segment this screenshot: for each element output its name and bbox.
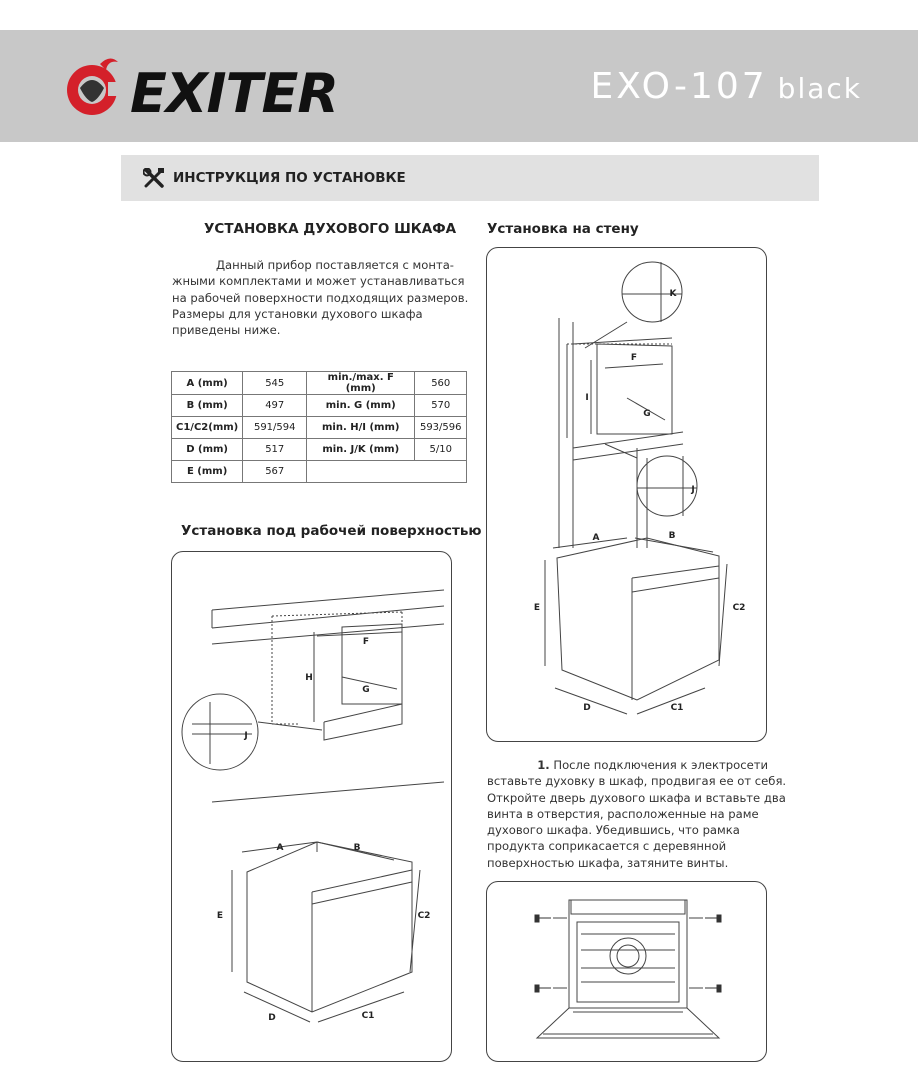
table-key: E (mm) — [172, 461, 243, 483]
screws-drawing — [487, 882, 766, 1061]
intro-line: Данный прибор поставляется с монта- — [215, 258, 454, 272]
table-value: 570 — [415, 395, 467, 417]
dim-label-h: H — [305, 673, 313, 683]
dim-label-i: I — [585, 393, 589, 403]
table-value: 560 — [415, 372, 467, 395]
step-line: духового шкафа. Убедившись, что рамка — [487, 823, 740, 838]
step-line — [487, 757, 768, 773]
dim-label-c2-wall: C2 — [732, 603, 746, 613]
tools-icon — [143, 168, 165, 188]
table-key: min. J/K (mm) — [307, 439, 415, 461]
table-key: A (mm) — [172, 372, 243, 395]
flame-logo-icon — [67, 58, 120, 115]
table-row — [172, 439, 467, 461]
step-paragraph — [487, 757, 787, 871]
dimensions-table — [171, 371, 467, 483]
model-name — [591, 66, 862, 107]
dim-label-f-wall: F — [630, 353, 638, 363]
intro-line: на рабочей поверхности подходящих размеров. — [172, 290, 469, 305]
undercounter-diagram — [171, 551, 452, 1062]
table-empty-cell — [307, 461, 467, 483]
table-key: C1/C2(mm) — [172, 417, 243, 439]
dim-label-c2: C2 — [417, 911, 431, 921]
section-title-bar — [121, 155, 819, 201]
section-title: ИНСТРУКЦИЯ ПО УСТАНОВКЕ — [173, 170, 406, 186]
dim-label-c1-wall: C1 — [670, 703, 684, 713]
exiter-logo — [58, 52, 388, 122]
screw-icon — [535, 915, 721, 992]
svg-text:EXITER: EXITER — [130, 62, 338, 122]
table-value: 591/594 — [243, 417, 307, 439]
table-key: min. G (mm) — [307, 395, 415, 417]
undercounter-heading: Установка под рабочей поверхностью — [181, 523, 482, 539]
table-row — [172, 461, 467, 483]
step-line: Откройте дверь духового шкафа и вставьте два — [487, 790, 786, 805]
dim-label-b-wall: B — [668, 531, 676, 541]
dim-label-j-wall: J — [691, 485, 695, 495]
dim-label-g-wall: G — [643, 409, 651, 419]
step-line: вставьте духовку в шкаф, продвигая ее от себя. — [487, 774, 787, 789]
dim-label-g: G — [362, 685, 370, 695]
table-key: B (mm) — [172, 395, 243, 417]
wall-diagram — [486, 247, 767, 742]
screws-diagram — [486, 881, 767, 1062]
table-key: D (mm) — [172, 439, 243, 461]
table-value: 593/596 — [415, 417, 467, 439]
wall-install-heading: Установка на стену — [487, 221, 639, 237]
step-line-text: После подключения к электросети — [549, 758, 768, 772]
intro-line: Размеры для установки духового шкафа — [172, 306, 423, 321]
table-row — [172, 417, 467, 439]
dim-label-e-wall: E — [533, 603, 541, 613]
dim-label-k: K — [669, 289, 677, 299]
wall-drawing — [487, 248, 766, 741]
model-variant: black — [777, 72, 862, 105]
table-value: 5/10 — [415, 439, 467, 461]
step-line: винта в отверстия, расположенные на раме — [487, 806, 759, 821]
step-line: продукта соприкасается с деревянной — [487, 839, 727, 854]
table-value: 517 — [243, 439, 307, 461]
table-value: 567 — [243, 461, 307, 483]
step-number: 1. — [537, 758, 550, 772]
dim-label-j: J — [244, 731, 248, 741]
table-key: min. H/I (mm) — [307, 417, 415, 439]
dim-label-d-wall: D — [583, 703, 591, 713]
intro-line: приведены ниже. — [172, 323, 281, 338]
dim-label-c1: C1 — [361, 1011, 375, 1021]
dim-label-b: B — [353, 843, 361, 853]
table-value: 497 — [243, 395, 307, 417]
dim-label-d: D — [268, 1013, 276, 1023]
dim-label-e: E — [216, 911, 224, 921]
intro-paragraph — [172, 257, 469, 338]
undercounter-drawing — [172, 552, 451, 1061]
table-row — [172, 372, 467, 395]
table-value: 545 — [243, 372, 307, 395]
intro-line: жными комплектами и может устанавливаться — [172, 274, 465, 289]
oven-install-heading: УСТАНОВКА ДУХОВОГО ШКАФА — [204, 221, 457, 237]
dim-label-a: A — [276, 843, 284, 853]
step-line: поверхностью шкафа, затяните винты. — [487, 855, 729, 870]
table-key: min./max. F (mm) — [307, 372, 415, 395]
dim-label-a-wall: A — [592, 533, 600, 543]
dim-label-f: F — [362, 637, 370, 647]
model-code: EXO-107 — [590, 66, 768, 107]
table-row — [172, 395, 467, 417]
